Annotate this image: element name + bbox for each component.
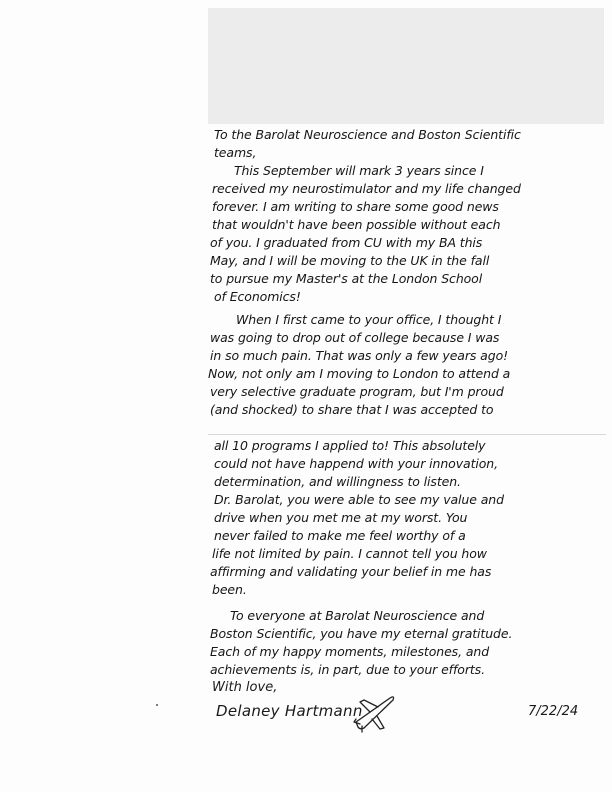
letter-line: all 10 programs I applied to! This absolutely xyxy=(214,438,486,453)
letter-line: drive when you met me at my worst. You xyxy=(214,510,468,525)
letter-line: May, and I will be moving to the UK in the fall xyxy=(210,253,490,268)
letter-line: Now, not only am I moving to London to attend a xyxy=(208,366,511,381)
letter-line: (and shocked) to share that I was accepted to xyxy=(210,402,494,417)
letter-line: was going to drop out of college because I was xyxy=(210,330,500,345)
letter-line: achievements is, in part, due to your efforts. xyxy=(210,662,485,677)
airplane-icon xyxy=(350,688,398,734)
letter-line: life not limited by pain. I cannot tell you how xyxy=(212,546,487,561)
redacted-letterhead-area xyxy=(208,8,604,124)
letter-line: very selective graduate program, but I'm proud xyxy=(210,384,504,399)
letter-line: This September will mark 3 years since I xyxy=(234,163,484,178)
letter-line: To everyone at Barolat Neuroscience and xyxy=(230,608,485,623)
letter-line: could not have happend with your innovation, xyxy=(214,456,498,471)
letter-date: 7/22/24 xyxy=(528,704,579,719)
letter-line: Each of my happy moments, milestones, and xyxy=(210,644,490,659)
letter-line: received my neurostimulator and my life changed xyxy=(212,181,521,196)
letter-line: that wouldn't have been possible without each xyxy=(212,217,501,232)
letter-line: When I first came to your office, I thought I xyxy=(236,312,502,327)
letter-signature: Delaney Hartmann xyxy=(216,702,363,720)
letter-line: forever. I am writing to share some good news xyxy=(212,199,499,214)
letter-line: of Economics! xyxy=(214,289,301,304)
letter-line: teams, xyxy=(214,145,257,160)
scan-fold-line xyxy=(208,434,606,435)
letter-line: of you. I graduated from CU with my BA this xyxy=(210,235,483,250)
letter-line: been. xyxy=(212,582,247,597)
letter-line: Dr. Barolat, you were able to see my value and xyxy=(214,492,504,507)
letter-line: affirming and validating your belief in me has xyxy=(210,564,492,579)
letter-line: Boston Scientific, you have my eternal gratitude. xyxy=(210,626,513,641)
letter-line: in so much pain. That was only a few years ago! xyxy=(210,348,509,363)
scan-speck xyxy=(156,704,158,706)
letter-line: never failed to make me feel worthy of a xyxy=(214,528,466,543)
letter-closing: With love, xyxy=(212,680,278,695)
letter-line: determination, and willingness to listen. xyxy=(214,474,461,489)
letter-line: To the Barolat Neuroscience and Boston Scientific xyxy=(214,127,521,142)
letter-line: to pursue my Master's at the London School xyxy=(210,271,483,286)
